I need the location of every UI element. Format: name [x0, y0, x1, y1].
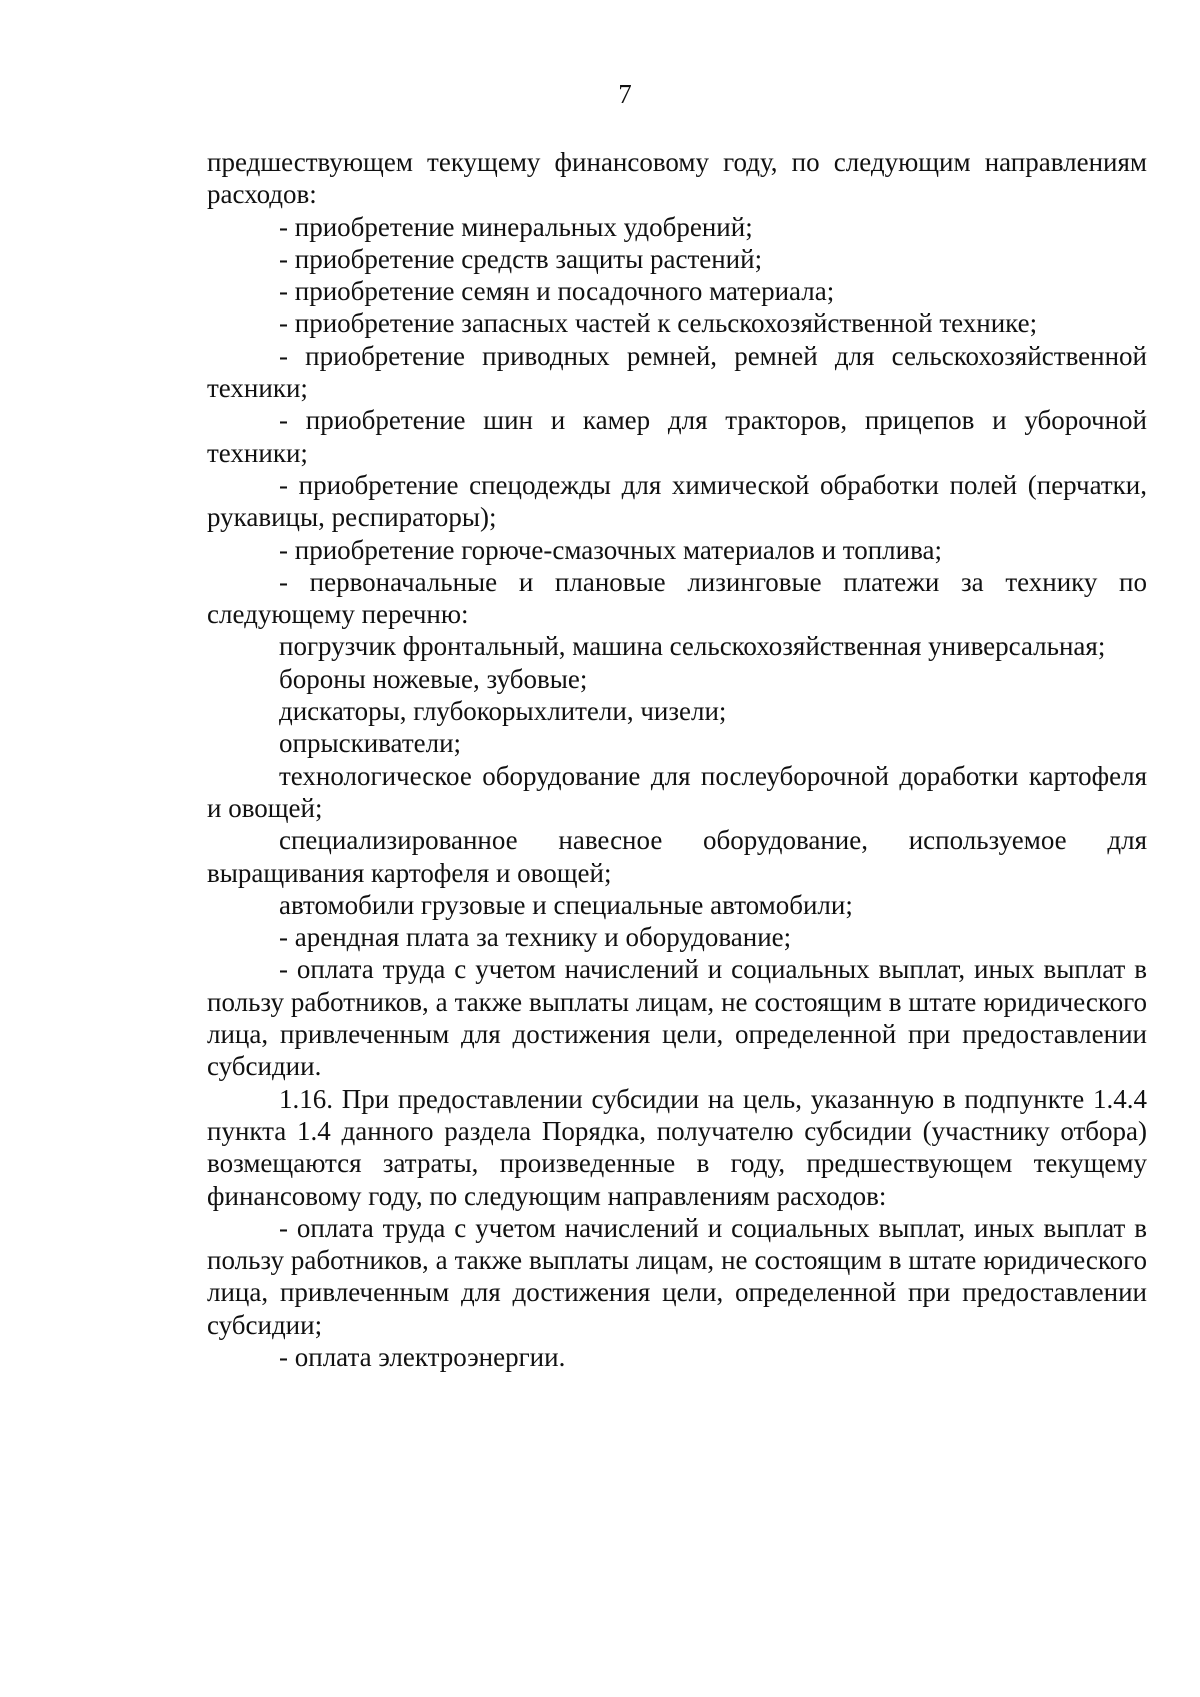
list-item-rent: - арендная плата за технику и оборудование; — [279, 922, 792, 953]
leasing-item-sprayers: опрыскиватели; — [279, 728, 462, 759]
list-item-wages-2: - оплата труда с учетом начислений и социальных выплат, иных выплат в пользу работников, а также выплаты лицам, не состоящим в штате юридического лица, привлеченным для достижения цели, определенной при предоставлении субсидии; — [207, 1212, 1147, 1340]
leasing-item-vehicles: автомобили грузовые и специальные автомобили; — [279, 889, 853, 920]
list-item-fertilizers: - приобретение минеральных удобрений; — [279, 211, 753, 242]
leasing-item-loader: погрузчик фронтальный, машина сельскохозяйственная универсальная; — [279, 631, 1106, 662]
section-1-16: 1.16. При предоставлении субсидии на цель, указанную в подпункте 1.4.4 пункта 1.4 данного раздела Порядка, получателю субсидии (участнику отбора) возмещаются затраты, произведенные в году, предшествующем текущему финансовому году, по следующим направлениям расходов: — [207, 1083, 1147, 1211]
paragraph-intro: предшествующем текущему финансовому году, по следующим направлениям расходов: — [207, 147, 1147, 210]
leasing-item-harrows: бороны ножевые, зубовые; — [279, 663, 588, 694]
list-item-belts: - приобретение приводных ремней, ремней для сельскохозяйственной техники; — [207, 340, 1147, 404]
list-item-fuel: - приобретение горюче-смазочных материалов и топлива; — [279, 534, 942, 565]
document-body — [207, 146, 1147, 1373]
list-item-electricity: - оплата электроэнергии. — [279, 1341, 566, 1372]
list-item-seeds: - приобретение семян и посадочного материала; — [279, 276, 835, 307]
list-item-plant-protection: - приобретение средств защиты растений; — [279, 243, 763, 274]
leasing-item-mounted-equipment: специализированное навесное оборудование, используемое для выращивания картофеля и овощей; — [207, 825, 1147, 888]
list-item-workwear: - приобретение спецодежды для химической обработки полей (перчатки, рукавицы, респираторы); — [207, 469, 1147, 533]
page-number: 7 — [618, 79, 632, 109]
list-item-wages: - оплата труда с учетом начислений и социальных выплат, иных выплат в пользу работников, а также выплаты лицам, не состоящим в штате юридического лица, привлеченным для достижения цели, определенной при предоставлении субсидии. — [207, 954, 1147, 1082]
leasing-item-postharvest-equipment: технологическое оборудование для послеуборочной доработки картофеля и овощей; — [207, 760, 1147, 823]
list-item-tires: - приобретение шин и камер для тракторов, прицепов и уборочной техники; — [207, 405, 1147, 468]
list-item-leasing: - первоначальные и плановые лизинговые платежи за технику по следующему перечню: — [207, 566, 1147, 630]
leasing-item-cultivators: дискаторы, глубокорыхлители, чизели; — [279, 696, 727, 727]
list-item-spare-parts: - приобретение запасных частей к сельскохозяйственной технике; — [279, 308, 1038, 339]
